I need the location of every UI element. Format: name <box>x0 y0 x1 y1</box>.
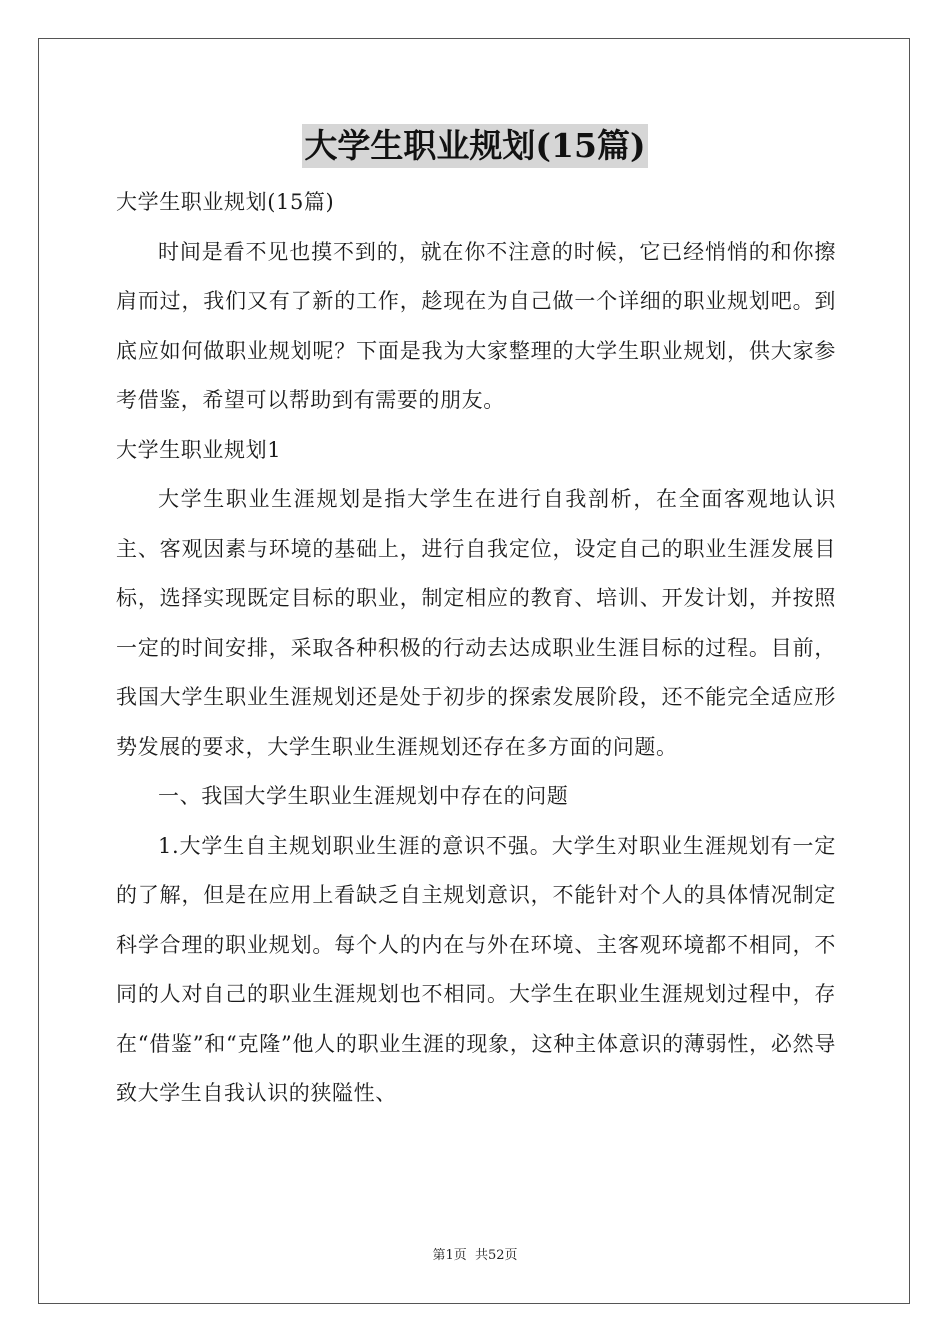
page-number-label: 第1页 共52页 <box>432 1248 518 1263</box>
page-footer <box>0 1244 950 1263</box>
section-heading-1: 大学生职业规划1 <box>116 437 282 462</box>
subsection-heading-problems: 一、我国大学生职业生涯规划中存在的问题 <box>158 784 569 808</box>
title-container <box>0 124 950 168</box>
body-paragraph-point-1: 1.大学生自主规划职业生涯的意识不强。大学生对职业生涯规划有一定的了解，但是在应用上看缺乏自主规划意识，不能针对个人的具体情况制定科学合理的职业规划。每个人的内在与外在环境、主客观环境都不相同，不同的人对自己的职业生涯规划也不相同。大学生在职业生涯规划过程中，存在“借鉴”和“克隆”他人的职业生涯的现象，这种主体意识的薄弱性，必然导致大学生自我认识的狭隘性、 <box>116 833 836 1105</box>
document-body <box>116 178 836 1119</box>
intro-paragraph: 时间是看不见也摸不到的，就在你不注意的时候，它已经悄悄的和你擦肩而过，我们又有了新的工作，趁现在为自己做一个详细的职业规划吧。到底应如何做职业规划呢？下面是我为大家整理的大学生职业规划，供大家参考借鉴，希望可以帮助到有需要的朋友。 <box>116 239 836 412</box>
document-title: 大学生职业规划(15篇) <box>302 124 647 168</box>
body-paragraph-definition: 大学生职业生涯规划是指大学生在进行自我剖析，在全面客观地认识主、客观因素与环境的基础上，进行自我定位，设定自己的职业生涯发展目标，选择实现既定目标的职业，制定相应的教育、培训、开发计划，并按照一定的时间安排，采取各种积极的行动去达成职业生涯目标的过程。目前，我国大学生职业生涯规划还是处于初步的探索发展阶段，还不能完全适应形势发展的要求，大学生职业生涯规划还存在多方面的问题。 <box>116 487 836 759</box>
subtitle-paragraph: 大学生职业规划(15篇) <box>116 190 335 214</box>
